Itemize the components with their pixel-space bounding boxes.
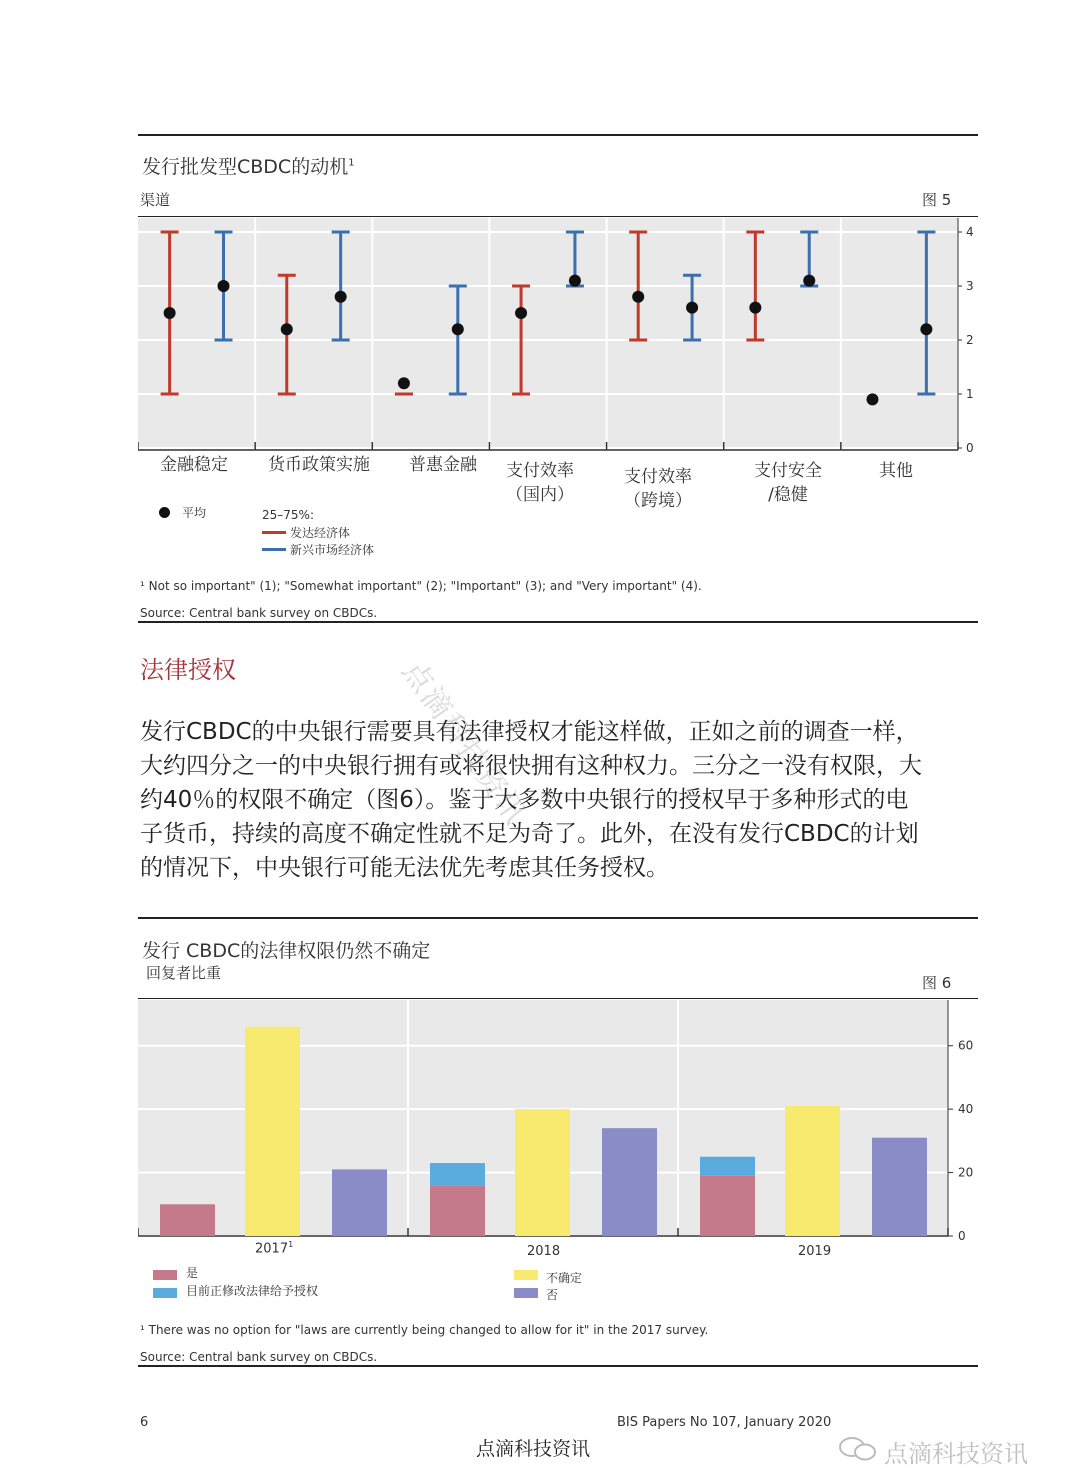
- mean-dot-emerging: [569, 275, 581, 287]
- fig5-title: [142, 152, 355, 179]
- mean-dot-emerging: [803, 275, 815, 287]
- mean-dot-advanced: [398, 377, 410, 389]
- fig6-ytick-label: 60: [958, 1038, 974, 1053]
- bar-uncertain: [785, 1106, 840, 1236]
- legend-emerging-label: 新兴市场经济体: [290, 543, 375, 557]
- legend-uncertain-label: 不确定: [546, 1271, 583, 1285]
- mean-dot-advanced: [632, 291, 644, 303]
- fig6-ytick-label: 40: [958, 1102, 974, 1117]
- footer-series: BIS Papers No 107, January 2020: [617, 1415, 832, 1430]
- fig5-ytick-label: 1: [966, 387, 974, 401]
- fig6-header-rule: [138, 998, 978, 999]
- wechat-icon-svg: [838, 1437, 878, 1461]
- fig5-top-rule: [138, 134, 978, 136]
- wechat-brand: 点滴科技资讯: [884, 1440, 1028, 1468]
- fig6-ytick-label: 0: [958, 1229, 966, 1243]
- fig5-cat-3: 支付效率 （国内）: [506, 461, 574, 505]
- fig5-cat-4: 支付效率 （跨境）: [624, 467, 692, 511]
- fig6-bottom-rule: [138, 1365, 978, 1367]
- fig5-plot-bg: [138, 218, 958, 450]
- legend-uncertain-swatch: [514, 1270, 538, 1280]
- paragraph-line: 发行CBDC的中央银行需要具有法律授权才能这样做，正如之前的调查一样，: [140, 719, 919, 745]
- bar-uncertain: [245, 1027, 300, 1236]
- paragraph-line: 约40％的权限不确定（图6）。鉴于大多数中央银行的授权早于多种形式的电: [140, 787, 909, 813]
- fig5-cat-1: 货币政策实施: [268, 455, 370, 475]
- fig5-title-text: 发行批发型CBDC的动机: [142, 156, 349, 178]
- paragraph-line: 大约四分之一的中央银行拥有或将很快拥有这种权力。三分之一没有权限，大: [140, 753, 922, 779]
- fig5-header-rule: [138, 216, 978, 217]
- fig5-footnote: ¹ Not so important" (1); "Somewhat important" (2); "Important" (3); and "Very important" (4).: [140, 579, 702, 593]
- mean-dot-advanced: [866, 393, 878, 405]
- fig5-ytick-label: 4: [966, 225, 974, 239]
- fig6-footnote: ¹ There was no option for "laws are currently being changed to allow for it" in the 2017 survey.: [140, 1323, 709, 1337]
- watermark-text: 点滴科技资讯: [394, 654, 534, 832]
- fig5-cat-0: 金融稳定: [160, 455, 228, 475]
- bar-changing: [430, 1163, 485, 1185]
- legend-no-swatch: [514, 1288, 538, 1298]
- fig6-chart: [138, 1000, 980, 1245]
- page-number: 6: [140, 1415, 149, 1430]
- mean-dot-advanced: [749, 302, 761, 314]
- mean-dot-emerging: [920, 323, 932, 335]
- legend-emerging-swatch: [262, 548, 286, 551]
- fig6-title: 发行 CBDC的法律权限仍然不确定: [142, 940, 431, 962]
- fig5-label: 图 5: [922, 191, 952, 209]
- bar-uncertain: [515, 1109, 570, 1236]
- footer-center-brand: 点滴科技资讯: [476, 1438, 591, 1460]
- fig6-subtitle: 回复者比重: [146, 964, 222, 982]
- paragraph-line: 子货币，持续的高度不确定性就不足为奇了。此外，在没有发行CBDC的计划: [140, 821, 919, 847]
- wechat-icon: [838, 1437, 878, 1461]
- bar-yes: [160, 1204, 215, 1236]
- legend-advanced-swatch: [262, 531, 286, 534]
- fig6-xlabel-2017: [255, 1240, 293, 1256]
- mean-dot-advanced: [164, 307, 176, 319]
- legend-changing-label: 目前正修改法律给予授权: [186, 1284, 319, 1298]
- legend-no-label: 否: [546, 1288, 559, 1302]
- year-2017-sup: 1: [288, 1240, 294, 1249]
- section-heading: 法律授权: [140, 656, 236, 684]
- bar-yes: [700, 1176, 755, 1236]
- bar-no: [602, 1128, 657, 1236]
- bar-no: [332, 1169, 387, 1236]
- fig5-cat-6: 其他: [879, 461, 913, 481]
- paragraph-line: 的情况下，中央银行可能无法优先考虑其任务授权。: [140, 855, 669, 881]
- legend-yes-label: 是: [186, 1266, 199, 1280]
- fig5-title-sup: 1: [348, 157, 355, 169]
- bar-changing: [700, 1157, 755, 1176]
- mean-dot-emerging: [452, 323, 464, 335]
- legend-yes-swatch: [153, 1270, 177, 1280]
- fig5-ytick-label: 2: [966, 333, 974, 347]
- bar-no: [872, 1138, 927, 1236]
- fig5-ytick-label: 0: [966, 441, 974, 455]
- mean-dot-advanced: [515, 307, 527, 319]
- legend-advanced-label: 发达经济体: [290, 526, 351, 540]
- legend-mean-label: 平均: [182, 506, 207, 520]
- mean-dot-emerging: [218, 280, 230, 292]
- fig6-ytick-label: 20: [958, 1165, 974, 1180]
- year-2017: 2017: [255, 1241, 289, 1257]
- fig5-subtitle: 渠道: [140, 191, 171, 209]
- legend-mean-dot: [159, 507, 170, 518]
- section-paragraph: [140, 715, 1010, 885]
- mean-dot-advanced: [281, 323, 293, 335]
- legend-range-label: 25–75%:: [262, 508, 314, 522]
- fig5-source: Source: Central bank survey on CBDCs.: [140, 606, 378, 620]
- fig6-top-rule: [138, 917, 978, 919]
- mean-dot-emerging: [335, 291, 347, 303]
- mean-dot-emerging: [686, 302, 698, 314]
- fig6-xlabel-2019: 2019: [798, 1244, 832, 1259]
- fig5-cat-5: 支付安全 /稳健: [754, 461, 822, 505]
- legend-changing-swatch: [153, 1288, 177, 1298]
- bar-yes: [430, 1185, 485, 1236]
- fig5-chart: [138, 218, 980, 462]
- fig6-source: Source: Central bank survey on CBDCs.: [140, 1350, 378, 1364]
- fig5-ytick-label: 3: [966, 279, 974, 293]
- fig6-label: 图 6: [922, 974, 952, 992]
- fig5-cat-2: 普惠金融: [409, 455, 477, 475]
- fig5-bottom-rule: [138, 621, 978, 623]
- fig6-xlabel-2018: 2018: [527, 1244, 561, 1259]
